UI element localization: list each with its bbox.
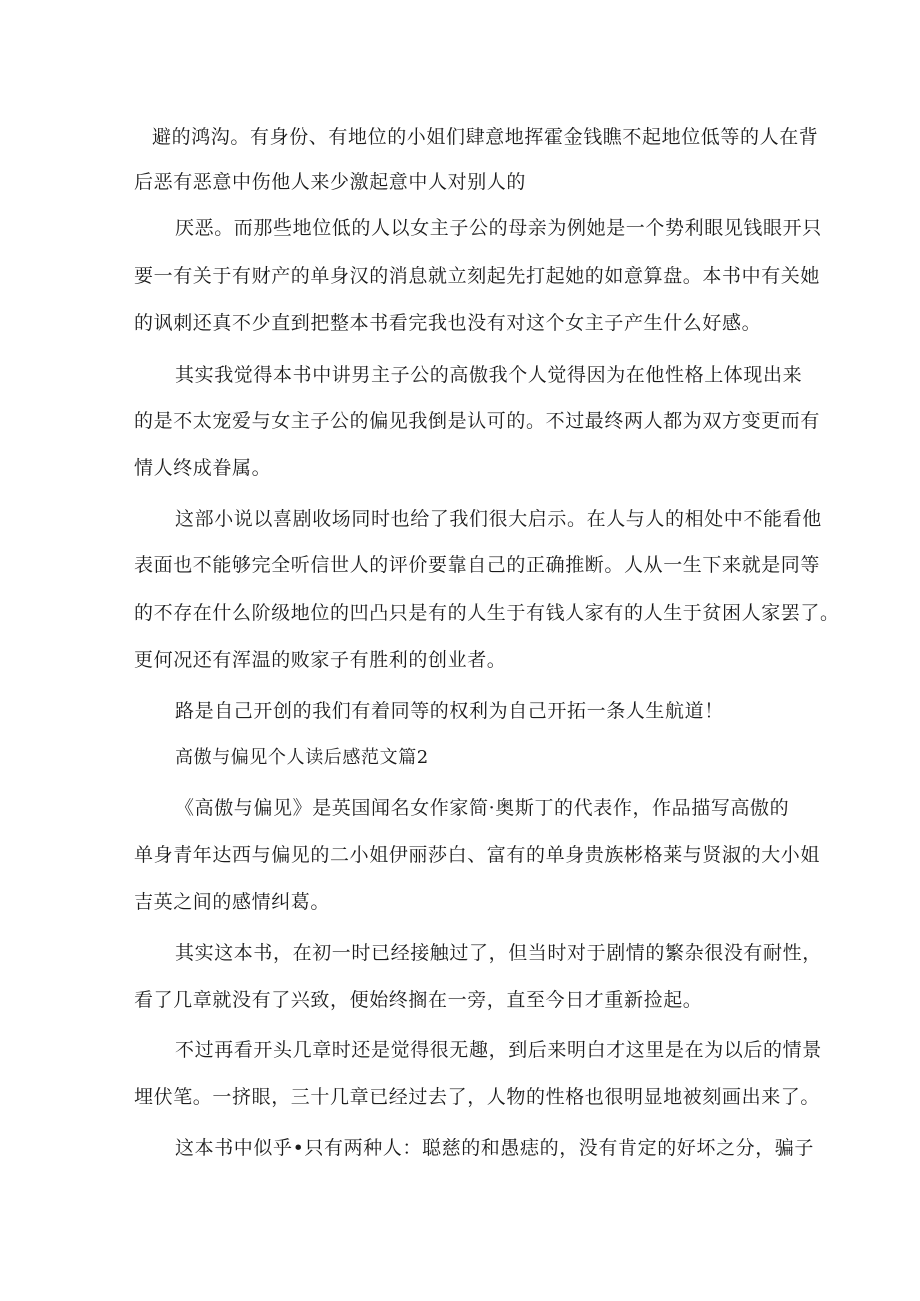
text-line: 表面也不能够完全听信世人的评价要靠自己的正确推断。人从一生下来就是同等 xyxy=(134,554,821,576)
text-line: 这部小说以喜剧收场同时也给了我们很大启示。在人与人的相处中不能看他 xyxy=(175,508,822,530)
text-line: 的不存在什么阶级地位的凹凸只是有的人生于有钱人家有的人生于贫困人家罢了。 xyxy=(134,602,840,624)
text-line: 后恶有恶意中伤他人来少激起意中人对别人的 xyxy=(134,171,527,193)
text-line: 其实这本书，在初一时已经接触过了，但当时对于剧情的繁杂很没有耐性， xyxy=(175,942,822,964)
text-line: 单身青年达西与偏见的二小姐伊丽莎白、富有的单身贵族彬格莱与贤淑的大小姐 xyxy=(134,844,821,866)
text-line: 情人终成眷属。 xyxy=(134,457,272,479)
text-line: 的是不太宠爱与女主子公的偏见我倒是认可的。不过最终两人都为双方变更而有 xyxy=(134,410,821,432)
section-heading: 高傲与偏见个人读后感范文篇2 xyxy=(175,747,429,768)
text-line: 埋伏笔。一挤眼，三十几章已经过去了，人物的性格也很明显地被刻画出来了。 xyxy=(134,1086,821,1108)
text-line: 厌恶。而那些地位低的人以女主子公的母亲为例她是一个势利眼见钱眼开只 xyxy=(175,217,822,239)
text-line: 看了几章就没有了兴致，便始终搁在一旁，直至今日才重新捡起。 xyxy=(134,989,703,1011)
text-line: 更何况还有浑温的败家子有胜利的创业者。 xyxy=(134,649,507,671)
text-line: 这本书中似乎•只有两种人：聪慈的和愚痣的，没有肯定的好坏之分，骗子 xyxy=(175,1137,815,1159)
text-line: 的讽刺还真不少直到把整本书看完我也没有对这个女主子产生什么好感。 xyxy=(134,312,762,334)
text-line: 路是自己开创的我们有着同等的权利为自己开拓一条人生航道！ xyxy=(175,700,724,722)
text-line: 《高傲与偏见》是英国闻名女作家简·奥斯丁的代表作，作品描写高傲的 xyxy=(175,797,790,819)
text-line: 避的鸿沟。有身份、有地位的小姐们肆意地挥霍金钱瞧不起地位低等的人在背 xyxy=(152,126,819,148)
text-line: 不过再看开头几章时还是觉得很无趣，到后来明白才这里是在为以后的情景 xyxy=(175,1039,822,1061)
text-line: 其实我觉得本书中讲男主子公的高傲我个人觉得因为在他性格上体现出来 xyxy=(175,364,803,386)
text-line: 吉英之间的感情纠葛。 xyxy=(134,891,331,913)
text-line: 要一有关于有财产的单身汉的消息就立刻起先打起她的如意算盘。本书中有关她 xyxy=(134,265,821,287)
